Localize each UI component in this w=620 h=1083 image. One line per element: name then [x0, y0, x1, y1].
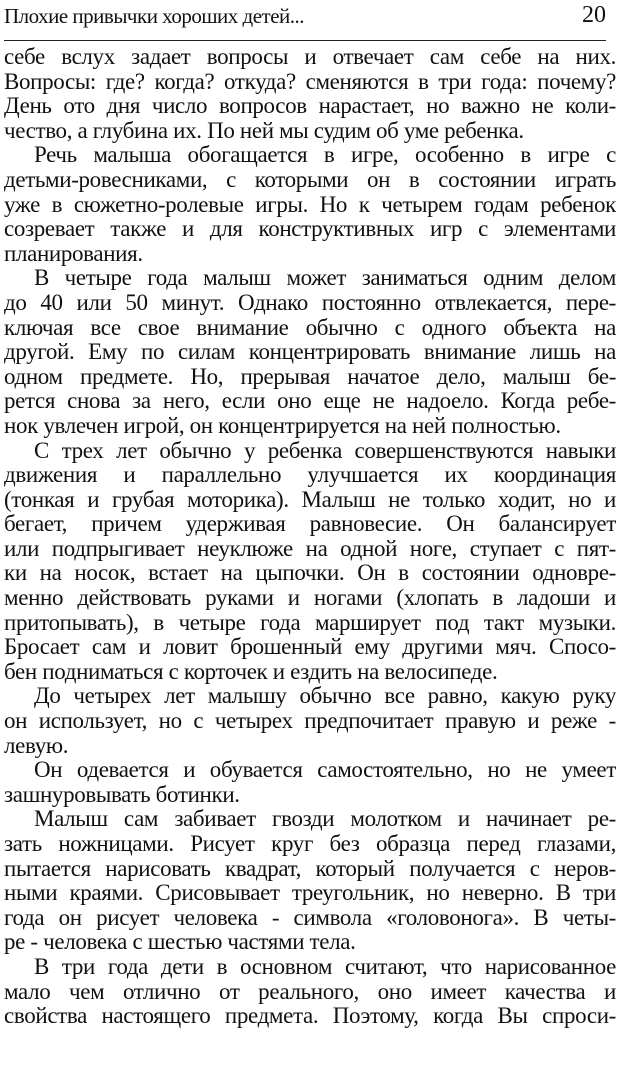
page-header: [4, 4, 606, 38]
text-line: В четыре года малыш может заниматься одним делом: [34, 266, 616, 291]
text-line: зашнуровывать ботинки.: [4, 782, 240, 807]
text-line: ре - человека с шестью частями тела.: [4, 930, 356, 955]
text-line: уже в сюжетно-ролевые игры. Но к четырем годам ребенок: [4, 192, 616, 217]
text-line: Малыш сам забивает гвозди молотком и начинает ре-: [34, 807, 616, 832]
text-line: пытается нарисовать квадрат, который получается с неров-: [4, 856, 616, 881]
paragraph: [4, 807, 616, 955]
text-line: до 40 или 50 минут. Однако постоянно отвлекается, пере-: [4, 290, 616, 315]
text-line: Вопросы: где? когда? откуда? сменяются в три года: почему?: [4, 69, 616, 94]
text-line: ными краями. Срисовывает треугольник, но неверно. В три: [4, 881, 616, 906]
text-line: День ото дня число вопросов нарастает, но важно не коли-: [4, 94, 616, 119]
text-line: Он одевается и обувается самостоятельно, но не умеет: [34, 758, 616, 783]
text-line: он использует, но с четырех предпочитает правую и реже -: [4, 709, 616, 734]
text-line: Бросает сам и ловит брошенный ему другими мяч. Спосо-: [4, 635, 616, 660]
text-line: бен подниматься с корточек и ездить на велосипеде.: [4, 659, 498, 684]
page-number: 20: [582, 2, 606, 28]
text-line: планирования.: [4, 241, 143, 266]
text-line: чество, а глубина их. По ней мы судим об уме ребенка.: [4, 118, 524, 143]
text-line: левую.: [4, 733, 69, 758]
paragraph: [4, 143, 616, 266]
text-line: или подпрыгивает неуклюже на одной ноге, ступает с пят-: [4, 536, 616, 561]
text-line: бегает, причем удерживая равновесие. Он балансирует: [4, 512, 616, 537]
paragraph: [4, 684, 616, 758]
header-rule: [4, 40, 606, 41]
running-title: Плохие привычки хороших детей...: [4, 4, 305, 28]
text-line: До четырех лет малышу обычно все равно, какую руку: [34, 684, 616, 709]
paragraph: [4, 439, 616, 685]
text-line: нок увлечен игрой, он концентрируется на ней полностью.: [4, 413, 561, 438]
paragraph: [4, 758, 616, 807]
text-line: ки на носок, встает на цыпочки. Он в состоянии одновре-: [4, 561, 616, 586]
text-line: себе вслух задает вопросы и отвечает сам себе на них.: [4, 45, 616, 69]
text-line: детьми-ровесниками, с которыми он в состоянии играть: [4, 167, 616, 192]
text-line: притопывать), в четыре года марширует под такт музыки.: [4, 610, 616, 635]
text-line: (тонкая и грубая моторика). Малыш не только ходит, но и: [4, 487, 616, 512]
text-line: Речь малыша обогащается в игре, особенно в игре с: [34, 143, 616, 168]
text-line: одном предмете. Но, прерывая начатое дело, малыш бе-: [4, 364, 616, 389]
text-line: мало чем отлично от реального, оно имеет качества и: [4, 979, 616, 1004]
text-line: ключая все свое внимание обычно с одного объекта на: [4, 315, 616, 340]
text-line: менно действовать руками и ногами (хлопать в ладоши и: [4, 586, 616, 611]
text-line: года он рисует человека - символа «головонога». В четы-: [4, 905, 616, 930]
paragraph: [4, 266, 616, 438]
text-line: свойства настоящего предмета. Поэтому, когда Вы спроси-: [4, 1004, 616, 1029]
text-line: В три года дети в основном считают, что нарисованное: [34, 954, 616, 979]
text-line: зать ножницами. Рисует круг без образца перед глазами,: [4, 832, 616, 856]
paragraph: [4, 955, 616, 1029]
text-line: другой. Ему по силам концентрировать внимание лишь на: [4, 340, 616, 365]
body-text: [4, 45, 616, 1029]
text-line: созревает также и для конструктивных игр с элементами: [4, 217, 616, 242]
paragraph: [4, 45, 616, 143]
text-line: рется снова за него, если оно еще не надоело. Когда ребе-: [4, 389, 616, 414]
text-line: С трех лет обычно у ребенка совершенствуются навыки: [34, 438, 616, 463]
text-line: движения и параллельно улучшается их координация: [4, 463, 616, 488]
